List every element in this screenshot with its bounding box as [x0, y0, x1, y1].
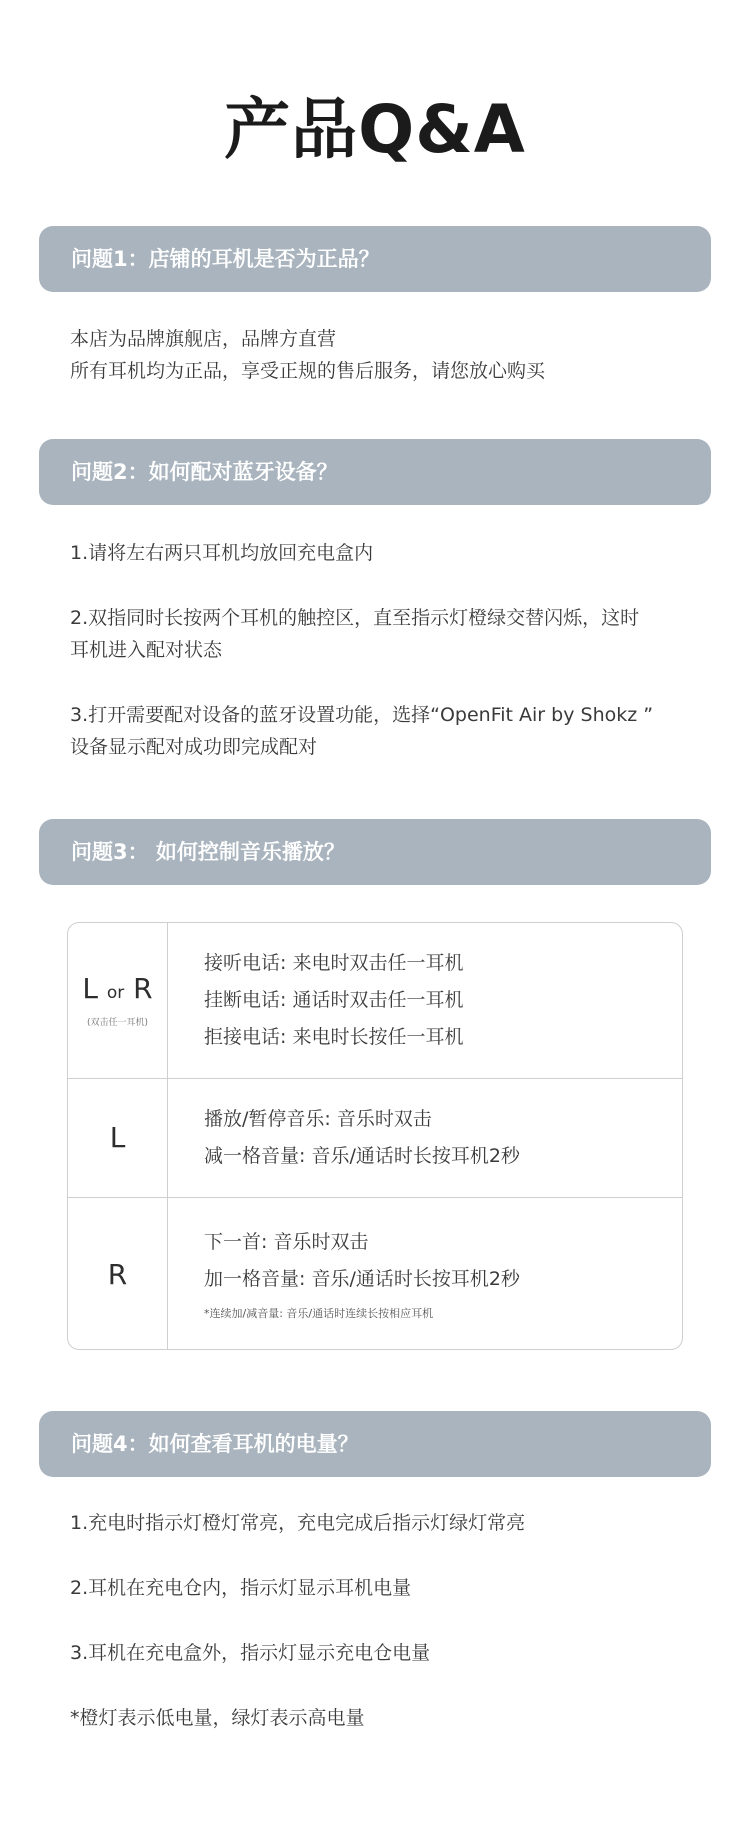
question-1-bar: 问题1：店铺的耳机是否为正品？: [39, 226, 711, 292]
control-row-l-or-r: [68, 923, 682, 1078]
answer-4: [70, 1507, 690, 1734]
answer-4-line-2: 2.耳机在充电仓内，指示灯显示耳机电量: [70, 1577, 412, 1599]
answer-2: [70, 537, 690, 763]
control-value: 拒接电话: 来电时长按任一耳机: [204, 1026, 464, 1048]
answer-4-line-1: 1.充电时指示灯橙灯常亮，充电完成后指示灯绿灯常亮: [70, 1512, 526, 1534]
answer-2-step-2: 2.双指同时长按两个耳机的触控区，直至指示灯橙绿交替闪烁，这时: [70, 607, 640, 629]
control-table: [67, 922, 683, 1350]
control-values: [204, 1079, 672, 1197]
control-value: 挂断电话: 通话时双击任一耳机: [204, 989, 464, 1011]
answer-1-line-2: 所有耳机均为正品，享受正规的售后服务，请您放心购买: [70, 360, 546, 382]
control-value: 接听电话: 来电时双击任一耳机: [204, 952, 464, 974]
question-3-bar: 问题3： 如何控制音乐播放？: [39, 819, 711, 885]
control-values: [204, 923, 672, 1078]
control-value: 减一格音量: 音乐/通话时长按耳机2秒: [204, 1145, 520, 1167]
control-row-r: [68, 1197, 682, 1350]
control-note: *连续加/减音量: 音乐/通话时连续长按相应耳机: [204, 1306, 434, 1320]
answer-1-line-1: 本店为品牌旗舰店，品牌方直营: [70, 328, 337, 350]
key-r: R: [133, 972, 153, 1005]
control-row-l: [68, 1078, 682, 1197]
control-key-cell: [68, 923, 168, 1078]
question-2-bar: 问题2：如何配对蓝牙设备？: [39, 439, 711, 505]
answer-2-step-1: 1.请将左右两只耳机均放回充电盒内: [70, 542, 374, 564]
answer-4-line-4: *橙灯表示低电量，绿灯表示高电量: [70, 1707, 365, 1729]
answer-2-step-3-cont: 设备显示配对成功即完成配对: [70, 736, 318, 758]
control-key-cell: [68, 1198, 168, 1350]
control-values: [204, 1198, 672, 1350]
control-key-cell: [68, 1079, 168, 1197]
control-value: 播放/暂停音乐: 音乐时双击: [204, 1108, 432, 1130]
key-l: L: [82, 972, 98, 1005]
answer-1: [70, 323, 690, 387]
key-r: R: [107, 1257, 128, 1291]
key-or: or: [106, 983, 125, 1003]
answer-4-line-3: 3.耳机在充电盒外，指示灯显示充电仓电量: [70, 1642, 431, 1664]
question-4-bar: 问题4：如何查看耳机的电量？: [39, 1411, 711, 1477]
answer-2-step-2-cont: 耳机进入配对状态: [70, 639, 223, 661]
control-value: 下一首: 音乐时双击: [204, 1230, 369, 1253]
key-sub: (双击任一耳机): [86, 1018, 149, 1028]
key-l: L: [109, 1121, 126, 1154]
answer-2-step-3: 3.打开需要配对设备的蓝牙设置功能，选择“OpenFit Air by Shokz ”: [70, 704, 654, 726]
page-title: 产品Q&A: [224, 91, 526, 168]
control-value: 加一格音量: 音乐/通话时长按耳机2秒: [204, 1267, 520, 1290]
